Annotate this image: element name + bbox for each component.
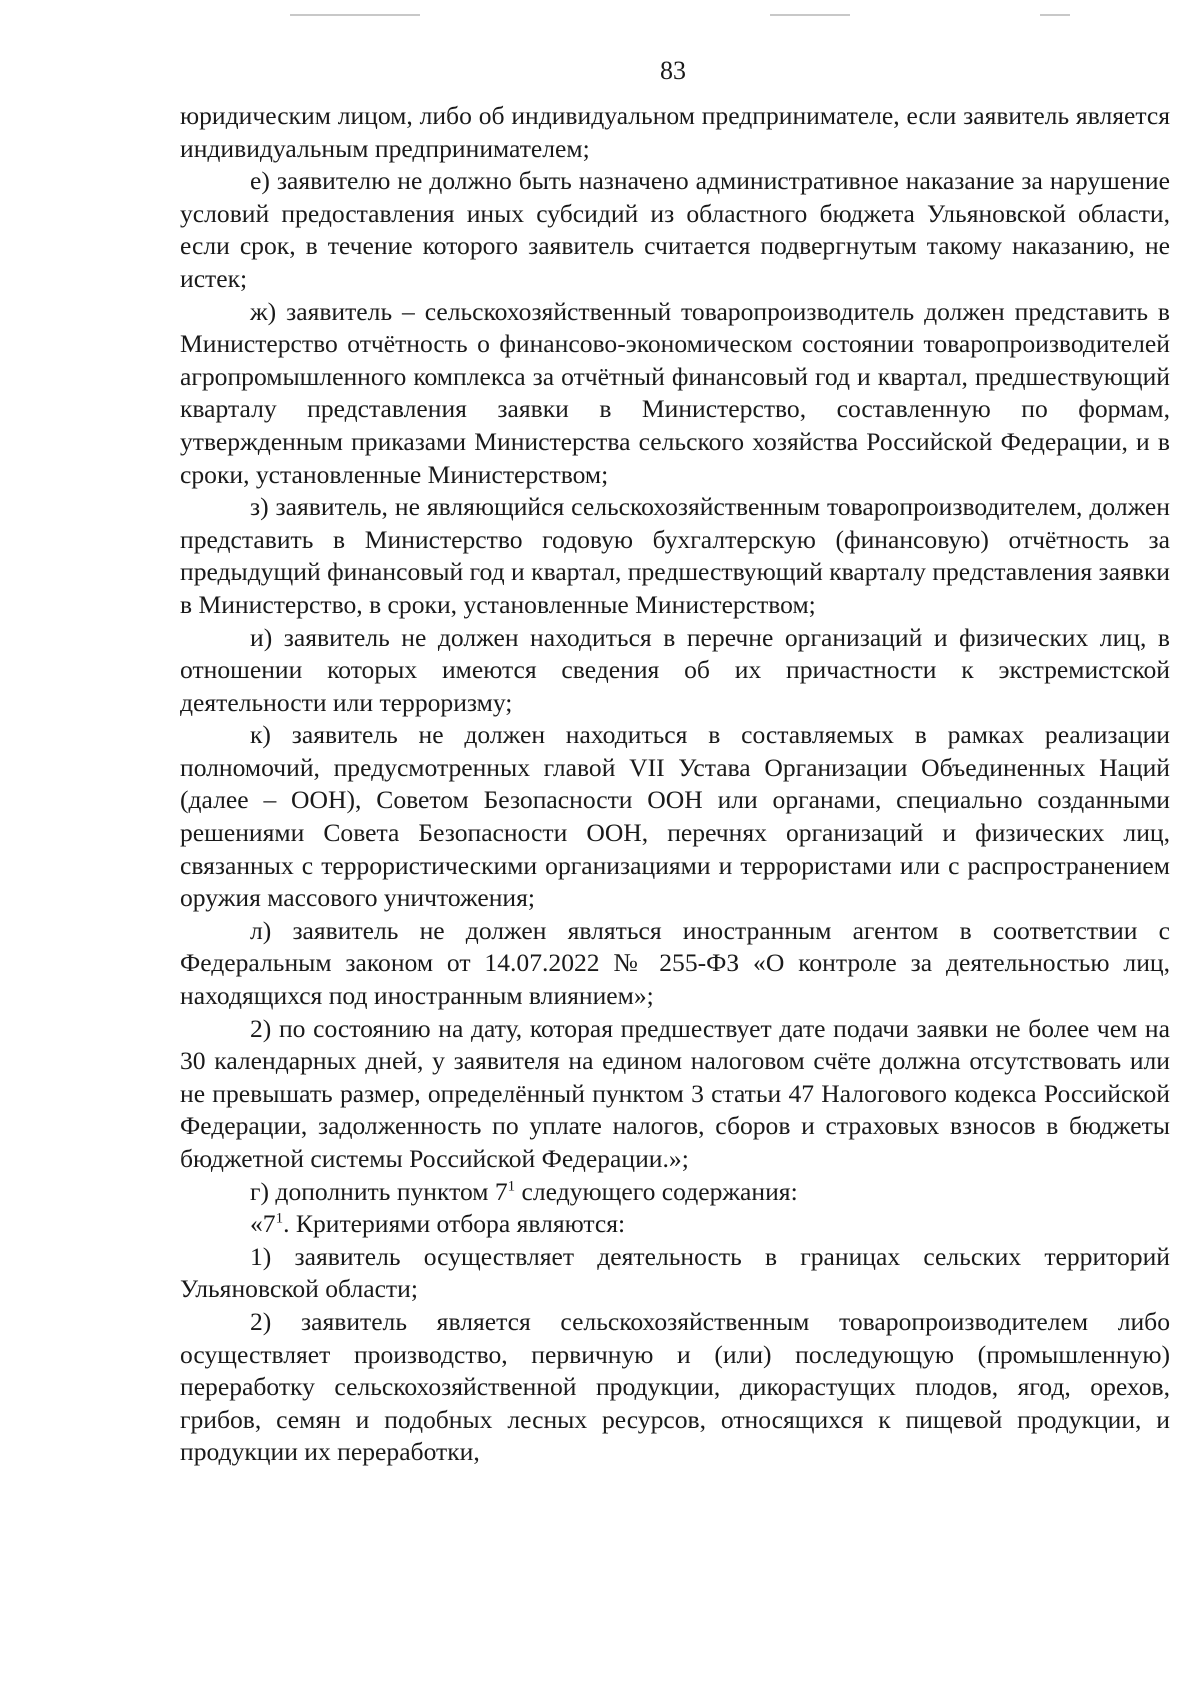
scan-artifact [770, 14, 850, 16]
paragraph: 2) заявитель является сельскохозяйственным товаропроизводителем либо осуществляет производство, первичную и (или) последующую (промышленную) переработку сельскохозяйственной продукции, дикорастущих плодов, ягод, орехов, грибов, семян и подобных лесных ресурсов, относящихся к пищевой продукции, и продукции их переработки, [180, 1306, 1170, 1467]
paragraph [180, 1176, 1170, 1209]
paragraph [180, 1208, 1170, 1241]
scan-artifact [290, 14, 420, 16]
paragraph-text: . Критериями отбора являются: [283, 1209, 626, 1239]
paragraph: ж) заявитель – сельскохозяйственный товаропроизводитель должен представить в Министерство отчётность о финансово-экономическом состоянии товаропроизводителей агропромышленного комплекса за отчётный финансовый год и квартал, предшествующий кварталу представления заявки в Министерство, составленную по формам, утвержденным приказами Министерства сельского хозяйства Российской Федерации, и в сроки, установленные Министерством; [180, 296, 1170, 489]
paragraph: 2) по состоянию на дату, которая предшествует дате подачи заявки не более чем на 30 календарных дней, у заявителя на едином налоговом счёте должна отсутствовать или не превышать размер, определённый пунктом 3 статьи 47 Налогового кодекса Российской Федерации, задолженность по уплате налогов, сборов и страховых взносов в бюджеты бюджетной системы Российской Федерации.»; [180, 1013, 1170, 1173]
paragraph: л) заявитель не должен являться иностранным агентом в соответствии с Федеральным законом от 14.07.2022 № 255-ФЗ «О контроле за деятельностью лиц, находящихся под иностранным влиянием»; [180, 915, 1170, 1011]
superscript: 1 [507, 1178, 516, 1195]
paragraph: е) заявителю не должно быть назначено административное наказание за нарушение условий предоставления иных субсидий из областного бюджета Ульяновской области, если срок, в течение которого заявитель считается подвергнутым такому наказанию, не истек; [180, 166, 1170, 293]
paragraph: и) заявитель не должен находиться в перечне организаций и физических лиц, в отношении которых имеются сведения об их причастности к экстремистской деятельности или терроризму; [180, 622, 1170, 717]
paragraph-text: г) дополнить пунктом 7 [250, 1176, 508, 1206]
paragraph: з) заявитель, не являющийся сельскохозяйственным товаропроизводителем, должен представить в Министерство годовую бухгалтерскую (финансовую) отчётность за предыдущий финансовый год и квартал, предшествующий кварталу представления заявки в Министерство, в сроки, установленные Министерством; [180, 492, 1170, 619]
scan-artifact [1040, 14, 1070, 16]
paragraph-text: «7 [250, 1209, 276, 1239]
paragraph-text: следующего содержания: [515, 1176, 798, 1206]
superscript: 1 [275, 1210, 284, 1227]
document-body [180, 100, 1170, 1469]
paragraph: юридическим лицом, либо об индивидуальном предпринимателе, если заявитель является индивидуальным предпринимателем; [180, 101, 1170, 163]
page-number: 83 [660, 56, 686, 85]
paragraph: 1) заявитель осуществляет деятельность в границах сельских территорий Ульяновской области; [180, 1241, 1170, 1304]
paragraph: к) заявитель не должен находиться в составляемых в рамках реализации полномочий, предусмотренных главой VII Устава Организации Объединенных Наций (далее – ООН), Советом Безопасности ООН или органами, специально созданными решениями Совета Безопасности ООН, перечнях организаций и физических лиц, связанных с террористическими организациями и террористами или с распространением оружия массового уничтожения; [180, 720, 1170, 913]
